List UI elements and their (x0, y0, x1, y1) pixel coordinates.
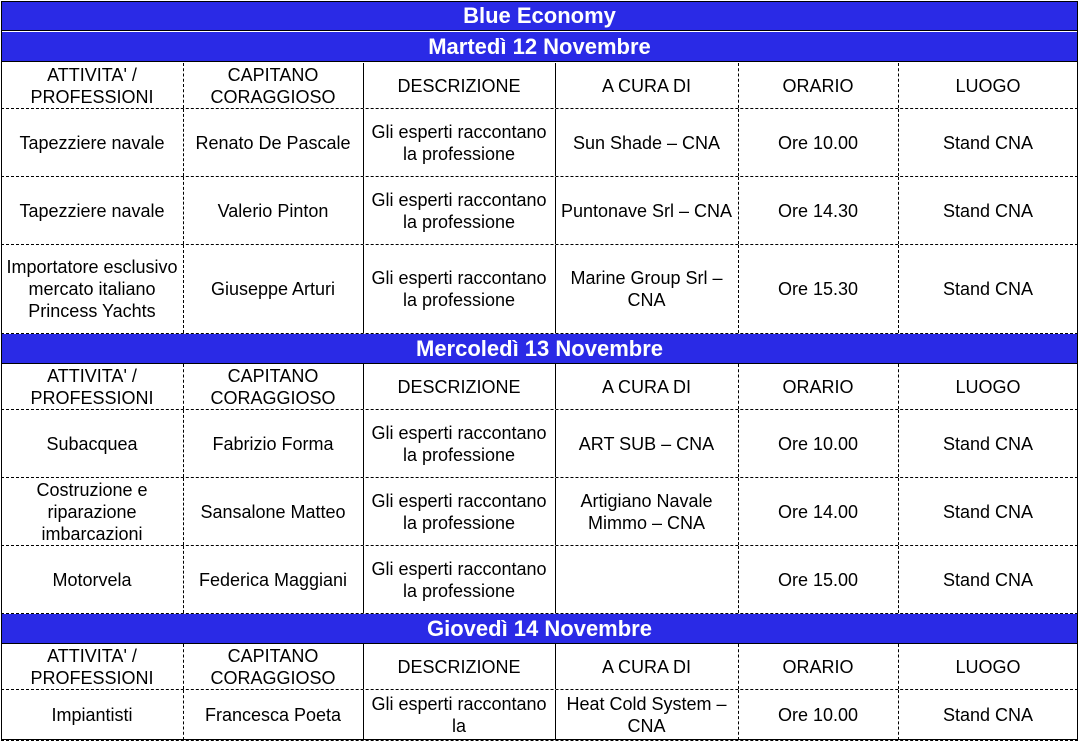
curator-cell: Heat Cold System – CNA (566, 694, 727, 736)
activity-cell: Tapezziere navale (19, 132, 165, 153)
day-label: Mercoledì 13 Novembre (416, 335, 663, 361)
column-divider (183, 177, 184, 244)
column-divider (183, 644, 184, 689)
description-cell: Gli esperti raccontano la professione (371, 121, 547, 164)
column-divider (898, 690, 899, 740)
curator-cell: ART SUB – CNA (578, 433, 715, 454)
curator-cell: Puntonave Srl – CNA (560, 200, 733, 221)
time-cell: Ore 10.00 (777, 705, 859, 725)
column-divider (738, 478, 739, 545)
activity-cell: Subacquea (46, 433, 138, 454)
column-divider (183, 63, 184, 108)
activity-cell: Motorvela (52, 569, 132, 590)
column-divider (738, 410, 739, 477)
header-place: LUOGO (955, 656, 1021, 677)
column-divider (363, 63, 364, 108)
header-curator: A CURA DI (601, 376, 692, 397)
place-cell: Stand CNA (942, 433, 1034, 454)
header-captain: CAPITANO CORAGGIOSO (210, 645, 336, 688)
column-divider (183, 410, 184, 477)
column-divider (898, 109, 899, 176)
column-divider (363, 109, 364, 176)
captain-cell: Federica Maggiani (198, 569, 348, 590)
column-divider (738, 364, 739, 409)
column-divider (738, 546, 739, 613)
page-title: Blue Economy (463, 2, 616, 28)
description-cell: Gli esperti raccontano la professione (371, 268, 547, 310)
column-divider (363, 410, 364, 477)
column-divider (898, 245, 899, 333)
captain-cell: Fabrizio Forma (212, 433, 334, 454)
header-description: DESCRIZIONE (397, 376, 521, 397)
column-divider (555, 690, 556, 740)
curator-cell (555, 546, 738, 613)
column-divider (738, 177, 739, 244)
column-divider (738, 690, 739, 740)
column-divider (183, 690, 184, 740)
column-divider (363, 546, 364, 613)
column-divider (555, 63, 556, 108)
row-divider (1, 333, 1078, 334)
curator-cell: Marine Group Srl – CNA (570, 268, 723, 310)
column-divider (363, 245, 364, 333)
column-divider (555, 177, 556, 244)
captain-cell: Francesca Poeta (204, 705, 342, 725)
column-divider (738, 109, 739, 176)
column-divider (898, 644, 899, 689)
header-activity: ATTIVITA' / PROFESSIONI (30, 64, 154, 107)
time-cell: Ore 15.30 (777, 279, 859, 299)
column-divider (555, 410, 556, 477)
header-activity: ATTIVITA' / PROFESSIONI (30, 365, 154, 408)
header-place: LUOGO (955, 75, 1021, 96)
place-cell: Stand CNA (942, 132, 1034, 153)
captain-cell: Giuseppe Arturi (210, 279, 336, 299)
captain-cell: Renato De Pascale (195, 132, 351, 153)
time-cell: Ore 14.00 (777, 501, 859, 522)
header-curator: A CURA DI (601, 75, 692, 96)
description-cell: Gli esperti raccontano la professione (371, 422, 547, 465)
header-time: ORARIO (782, 376, 854, 397)
place-cell: Stand CNA (942, 501, 1034, 522)
row-divider (1, 613, 1078, 614)
activity-cell: Impiantisti (51, 705, 133, 725)
header-curator: A CURA DI (601, 656, 692, 677)
column-divider (183, 546, 184, 613)
column-divider (898, 410, 899, 477)
column-divider (183, 109, 184, 176)
header-captain: CAPITANO CORAGGIOSO (210, 365, 336, 408)
activity-cell: Importatore esclusivo mercato italiano Princess Yachts (6, 257, 178, 321)
time-cell: Ore 10.00 (777, 132, 859, 153)
place-cell: Stand CNA (942, 279, 1034, 299)
column-divider (363, 478, 364, 545)
curator-cell: Artigiano Navale Mimmo – CNA (580, 490, 713, 533)
column-divider (738, 63, 739, 108)
activity-cell: Tapezziere navale (19, 200, 165, 221)
column-divider (898, 364, 899, 409)
column-divider (555, 644, 556, 689)
description-cell: Gli esperti raccontano la professione (371, 558, 547, 601)
header-time: ORARIO (782, 75, 854, 96)
column-divider (363, 690, 364, 740)
description-cell: Gli esperti raccontano la professione (371, 490, 547, 533)
column-divider (898, 63, 899, 108)
column-divider (555, 364, 556, 409)
column-divider (183, 364, 184, 409)
time-cell: Ore 14.30 (777, 200, 859, 221)
column-divider (363, 177, 364, 244)
time-cell: Ore 10.00 (777, 433, 859, 454)
schedule-table (1, 1, 1078, 740)
captain-cell: Sansalone Matteo (200, 501, 346, 522)
day-label: Martedì 12 Novembre (428, 33, 651, 59)
description-cell: Gli esperti raccontano la professione (371, 189, 547, 232)
captain-cell: Valerio Pinton (217, 200, 329, 221)
column-divider (183, 478, 184, 545)
header-description: DESCRIZIONE (397, 75, 521, 96)
header-place: LUOGO (955, 376, 1021, 397)
curator-cell: Sun Shade – CNA (572, 132, 721, 153)
column-divider (363, 364, 364, 409)
header-time: ORARIO (782, 656, 854, 677)
column-divider (738, 644, 739, 689)
day-header (1, 32, 1078, 62)
column-divider (183, 245, 184, 333)
activity-cell: Costruzione e riparazione imbarcazioni (36, 479, 148, 544)
day-label: Giovedì 14 Novembre (427, 615, 652, 641)
place-cell: Stand CNA (942, 200, 1034, 221)
column-divider (738, 245, 739, 333)
place-cell: Stand CNA (942, 705, 1034, 725)
column-divider (363, 644, 364, 689)
column-divider (898, 478, 899, 545)
column-divider (555, 546, 556, 613)
description-cell: Gli esperti raccontano la (371, 694, 547, 736)
column-divider (555, 245, 556, 333)
header-description: DESCRIZIONE (397, 656, 521, 677)
column-divider (898, 546, 899, 613)
column-divider (555, 478, 556, 545)
header-activity: ATTIVITA' / PROFESSIONI (30, 645, 154, 688)
title-banner (1, 1, 1078, 31)
time-cell: Ore 15.00 (777, 569, 859, 590)
column-divider (555, 109, 556, 176)
day-header (1, 334, 1078, 364)
header-captain: CAPITANO CORAGGIOSO (210, 64, 336, 107)
place-cell: Stand CNA (942, 569, 1034, 590)
column-divider (898, 177, 899, 244)
day-header (1, 614, 1078, 644)
